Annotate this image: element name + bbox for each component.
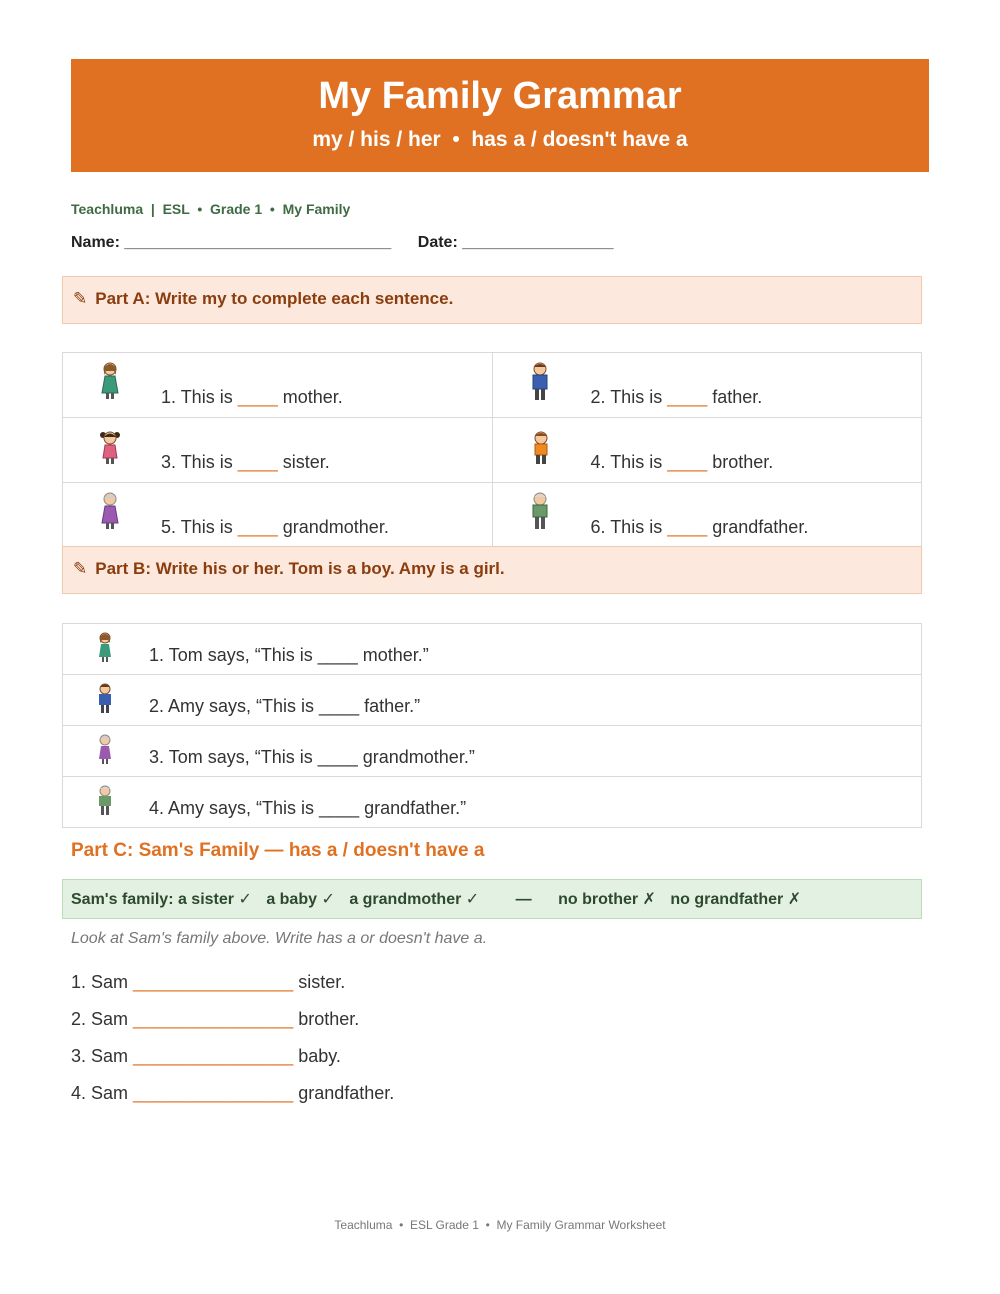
part-a-cell [492,418,922,483]
sentence: 1. This is ____ mother. [161,387,343,407]
sentence: 6. This is ____ grandfather. [590,517,809,537]
grandfather-figure-icon [96,784,114,816]
blank[interactable]: ____ [237,387,278,407]
sentence: 3. This is ____ sister. [161,452,330,472]
family-separator: — [515,891,532,908]
date-field[interactable]: Date: _________________ [417,234,614,251]
part-c-item: 1. Sam ________________ sister. [71,972,346,992]
family-item: Sam's family: a sister ✓ [71,891,252,908]
name-date-row [71,234,614,252]
part-c-instruction: Look at Sam's family above. Write has a or doesn't have a. [71,930,488,947]
mother-figure-icon [96,631,114,663]
sentence: 1. Tom says, “This is ____ mother.” [149,645,429,665]
part-b-row [63,624,922,675]
answer-blank[interactable]: ________________ [133,1046,294,1066]
sentence: 2. This is ____ father. [590,387,763,407]
grandfather-figure-icon [529,491,551,531]
worksheet-meta: Teachluma | ESL • Grade 1 • My Family [71,201,351,217]
sentence: 4. This is ____ brother. [590,452,774,472]
mother-figure-icon [99,361,121,401]
part-b-row [63,777,922,828]
pencil-icon: ✎ [73,289,88,308]
sentence: 4. Amy says, “This is ____ grandfather.” [149,798,467,818]
title-banner [71,59,929,172]
part-a-cell [492,483,922,548]
part-c-item: 4. Sam ________________ grandfather. [71,1083,395,1103]
page-subtitle: my / his / her • has a / doesn't have a [312,128,688,151]
part-c-item: 2. Sam ________________ brother. [71,1009,360,1029]
answer-blank[interactable]: ________________ [133,1009,294,1029]
blank[interactable]: ____ [667,517,708,537]
sentence: 5. This is ____ grandmother. [161,517,389,537]
name-field[interactable]: Name: ______________________________ [71,234,392,251]
sister-figure-icon [99,430,121,466]
pencil-icon: ✎ [73,559,88,578]
father-figure-icon [96,682,114,714]
sentence: 2. Amy says, “This is ____ father.” [149,696,421,716]
blank[interactable]: ____ [667,387,708,407]
part-c-title: Part C: Sam's Family — has a / doesn't have a [71,840,485,861]
part-b-table [62,623,922,828]
family-item: no brother ✗ [558,891,656,908]
family-item: a baby ✓ [266,891,335,908]
sams-family-box [62,879,922,919]
family-item: a grandmother ✓ [349,891,480,908]
page-footer: Teachluma • ESL Grade 1 • My Family Grammar Worksheet [334,1218,666,1232]
grandmother-figure-icon [96,733,114,765]
grandmother-figure-icon [99,491,121,531]
part-a-cell [492,353,922,418]
part-a-title: Part A: Write my to complete each sentence. [95,289,454,308]
part-b-row [63,675,922,726]
part-a-cell [63,483,493,548]
brother-figure-icon [531,430,551,466]
answer-blank[interactable]: ________________ [133,972,294,992]
page-title: My Family Grammar [318,75,682,117]
part-b-header [62,546,922,594]
part-c-item: 3. Sam ________________ baby. [71,1046,341,1066]
father-figure-icon [529,361,551,401]
blank[interactable]: ____ [237,452,278,472]
family-item: no grandfather ✗ [670,891,802,908]
sentence: 3. Tom says, “This is ____ grandmother.” [149,747,475,767]
part-a-cell [63,353,493,418]
part-a-cell [63,418,493,483]
answer-blank[interactable]: ________________ [133,1083,294,1103]
part-b-title: Part B: Write his or her. Tom is a boy. Amy is a girl. [95,559,505,578]
blank[interactable]: ____ [667,452,708,472]
blank[interactable]: ____ [237,517,278,537]
part-b-row [63,726,922,777]
part-a-header [62,276,922,324]
part-a-table [62,352,922,548]
